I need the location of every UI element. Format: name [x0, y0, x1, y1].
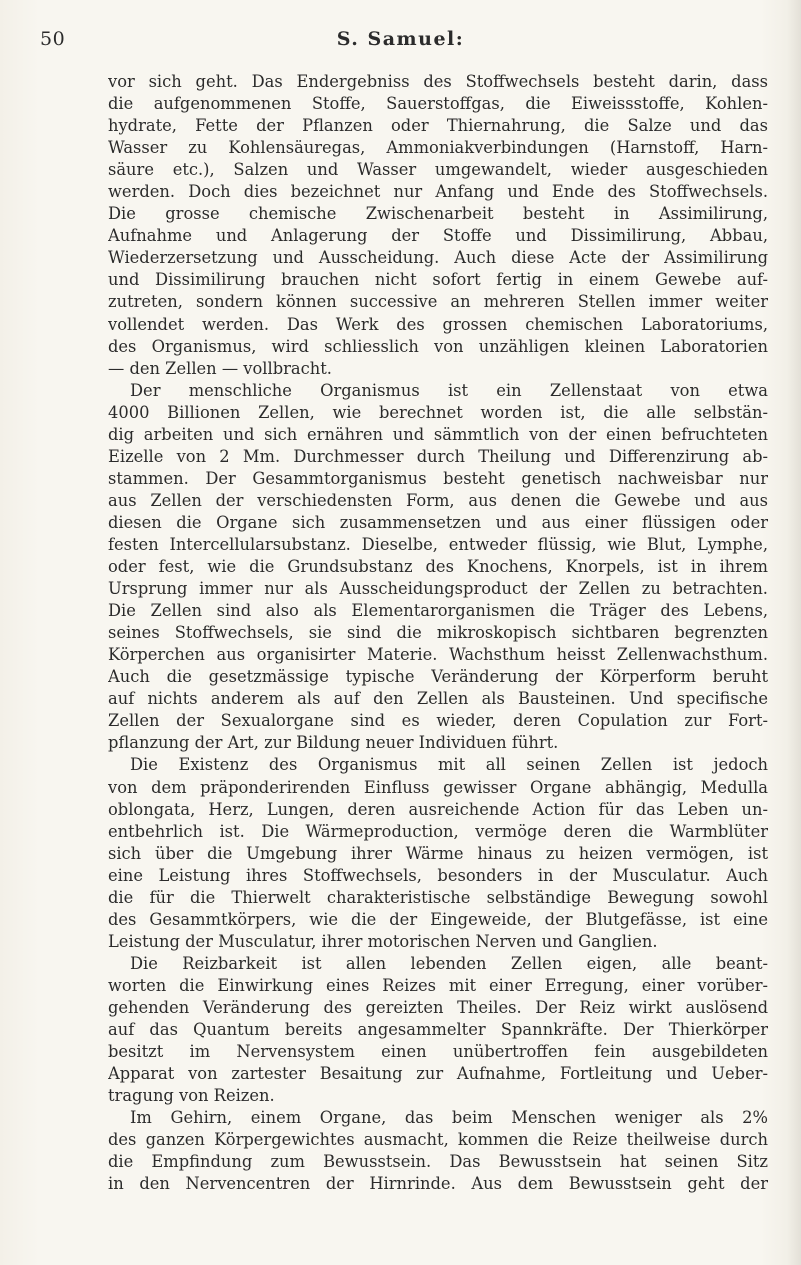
text-line: die für die Thierwelt charakteristische selbständige Bewegung sowohl [108, 887, 768, 907]
text-line: dig arbeiten und sich ernähren und sämmtlich von der einen befruchteten [108, 424, 768, 444]
text-line: Die grosse chemische Zwischenarbeit besteht in Assimilirung, [108, 204, 768, 224]
body-text [108, 71, 768, 1195]
page-edge-shadow [787, 0, 801, 1265]
text-line: diesen die Organe sich zusammensetzen und aus einer flüssigen oder [108, 512, 768, 532]
text-line: von dem präponderirenden Einfluss gewisser Organe abhängig, Medulla [108, 777, 768, 797]
text-line: — den Zellen — vollbracht. [108, 358, 332, 378]
text-line: besitzt im Nervensystem einen unübertroffen fein ausgebildeten [108, 1042, 768, 1062]
page-header [0, 28, 801, 58]
text-line: entbehrlich ist. Die Wärmeproduction, vermöge deren die Warmblüter [108, 821, 768, 841]
text-line: 4000 Billionen Zellen, wie berechnet worden ist, die alle selbstän- [108, 402, 768, 422]
text-line: Aufnahme und Anlagerung der Stoffe und Dissimilirung, Abbau, [108, 226, 768, 246]
text-line: Auch die gesetzmässige typische Veränderung der Körperform beruht [108, 667, 768, 687]
text-line: sich über die Umgebung ihrer Wärme hinaus zu heizen vermögen, ist [108, 843, 768, 863]
text-line: tragung von Reizen. [108, 1086, 275, 1106]
text-line: Wiederzersetzung und Ausscheidung. Auch diese Acte der Assimilirung [108, 248, 768, 268]
text-line: oder fest, wie die Grundsubstanz des Knochens, Knorpels, ist in ihrem [108, 557, 768, 577]
text-line: aus Zellen der verschiedensten Form, aus denen die Gewebe und aus [108, 490, 768, 510]
text-line: des ganzen Körpergewichtes ausmacht, kommen die Reize theilweise durch [108, 1130, 768, 1150]
text-line: und Dissimilirung brauchen nicht sofort fertig in einem Gewebe auf- [108, 270, 768, 290]
text-line: pflanzung der Art, zur Bildung neuer Individuen führt. [108, 733, 559, 753]
running-head: S. Samuel: [336, 28, 465, 50]
text-line: vor sich geht. Das Endergebniss des Stoffwechsels besteht darin, dass [108, 72, 768, 91]
text-line: Wasser zu Kohlensäuregas, Ammoniakverbindungen (Harnstoff, Harn- [108, 138, 768, 158]
text-line: Apparat von zartester Besaitung zur Aufnahme, Fortleitung und Ueber- [108, 1064, 768, 1084]
text-line: Im Gehirn, einem Organe, das beim Menschen weniger als 2% [130, 1108, 768, 1128]
text-line: Leistung der Musculatur, ihrer motorischen Nerven und Ganglien. [108, 931, 658, 951]
text-line: säure etc.), Salzen und Wasser umgewandelt, wieder ausgeschieden [108, 160, 768, 180]
text-line: Die Zellen sind also als Elementarorganismen die Träger des Lebens, [108, 601, 768, 621]
text-line: in den Nervencentren der Hirnrinde. Aus dem Bewusstsein geht der [108, 1174, 768, 1194]
text-line: vollendet werden. Das Werk des grossen chemischen Laboratoriums, [108, 314, 768, 334]
text-line: des Organismus, wird schliesslich von unzähligen kleinen Laboratorien [108, 336, 768, 356]
text-line: Zellen der Sexualorgane sind es wieder, deren Copulation zur Fort- [108, 711, 768, 731]
text-line: die Empfindung zum Bewusstsein. Das Bewusstsein hat seinen Sitz [108, 1152, 768, 1172]
text-line: seines Stoffwechsels, sie sind die mikroskopisch sichtbaren begrenzten [108, 623, 768, 643]
text-line: auf das Quantum bereits angesammelter Spannkräfte. Der Thierkörper [108, 1020, 768, 1040]
text-line: eine Leistung ihres Stoffwechsels, besonders in der Musculatur. Auch [108, 865, 768, 885]
text-line: Die Reizbarkeit ist allen lebenden Zellen eigen, alle beant- [130, 953, 768, 973]
text-line: Ursprung immer nur als Ausscheidungsproduct der Zellen zu betrachten. [108, 579, 768, 599]
page-number: 50 [40, 28, 66, 50]
text-line: festen Intercellularsubstanz. Dieselbe, entweder flüssig, wie Blut, Lymphe, [108, 534, 768, 554]
text-line: worten die Einwirkung eines Reizes mit einer Erregung, einer vorüber- [108, 975, 768, 995]
text-line: auf nichts anderem als auf den Zellen als Bausteinen. Und specifische [108, 689, 768, 709]
text-line: Die Existenz des Organismus mit all seinen Zellen ist jedoch [130, 755, 768, 775]
text-line: zutreten, sondern können successive an mehreren Stellen immer weiter [108, 292, 768, 312]
text-line: stammen. Der Gesammtorganismus besteht genetisch nachweisbar nur [108, 468, 768, 488]
text-line: des Gesammtkörpers, wie die der Eingeweide, der Blutgefässe, ist eine [108, 909, 768, 929]
text-line: oblongata, Herz, Lungen, deren ausreichende Action für das Leben un- [108, 799, 768, 819]
text-line: die aufgenommenen Stoffe, Sauerstoffgas, die Eiweissstoffe, Kohlen- [108, 94, 768, 114]
text-line: Körperchen aus organisirter Materie. Wachsthum heisst Zellenwachsthum. [108, 645, 768, 665]
text-line: werden. Doch dies bezeichnet nur Anfang und Ende des Stoffwechsels. [108, 182, 768, 202]
text-line: gehenden Veränderung des gereizten Theiles. Der Reiz wirkt auslösend [108, 997, 768, 1017]
text-line: Eizelle von 2 Mm. Durchmesser durch Theilung und Differenzirung ab- [108, 446, 768, 466]
text-line: Der menschliche Organismus ist ein Zellenstaat von etwa [130, 380, 768, 400]
text-line: hydrate, Fette der Pflanzen oder Thiernahrung, die Salze und das [108, 116, 768, 136]
